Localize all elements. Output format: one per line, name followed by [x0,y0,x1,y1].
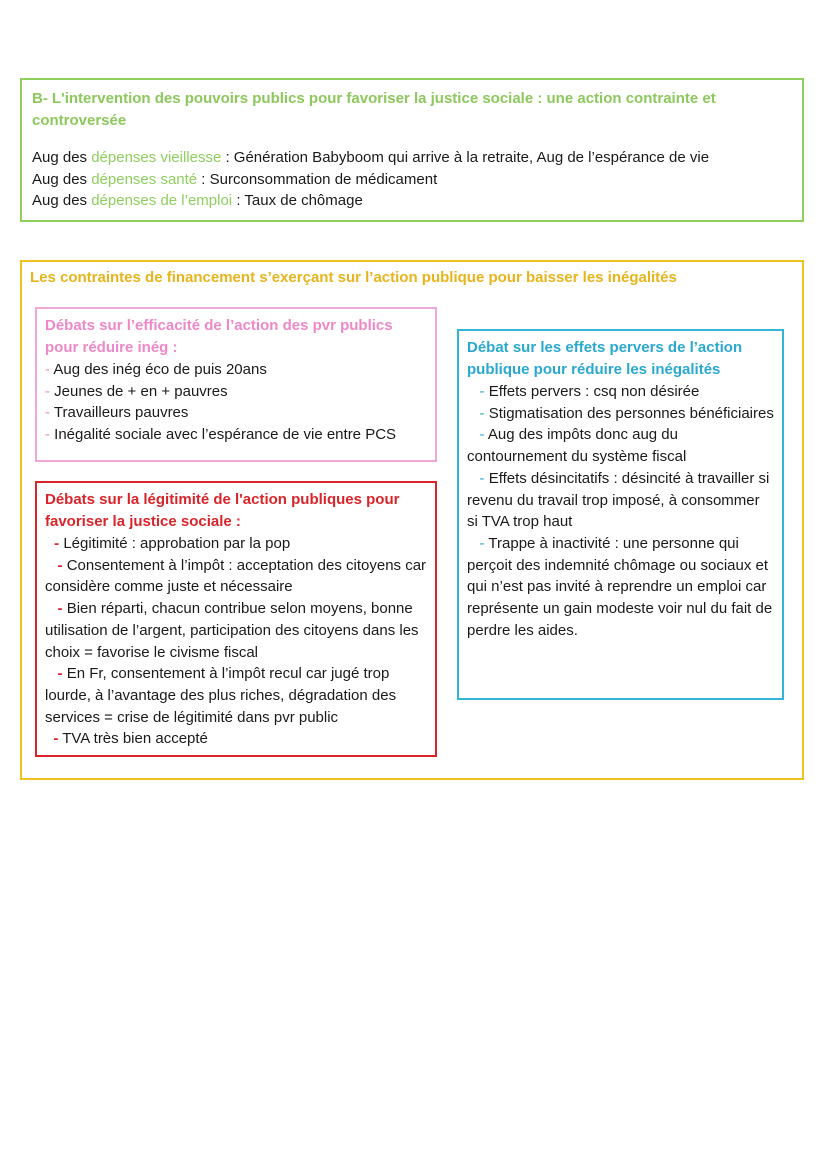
list-item: - Travailleurs pauvres [45,404,189,422]
list-item: - Trappe à inactivité : une personne qui perçoit des indemnité chômage ou sociaux et qui n’est pas invité à reprendre un emploi car représente un gain modeste voir nul du fait de perdre les aides. [467,534,773,639]
list-item: - Effets désincitatifs : désincité à travailler si revenu du travail trop imposé, à consommer si TVA trop haut [467,469,770,531]
efficacite-title: Débats sur l’efficacité de l’action des pvr publics pour réduire inég : [45,317,393,356]
depense-line-emploi: Aug des dépenses de l’emploi : Taux de chômage [32,192,363,210]
list-item: - Consentement à l’impôt : acceptation des citoyens car considère comme juste et nécessaire [45,556,427,596]
depense-highlight: dépenses santé [91,170,198,188]
depense-line-sante: Aug des dépenses santé : Surconsommation de médicament [32,170,438,188]
list-item: - Jeunes de + en + pauvres [45,382,228,400]
efficacite-box [35,307,437,462]
section-b-title: B- L'intervention des pouvoirs publics pour favoriser la justice sociale : une action contrainte et controversée [32,90,716,129]
depense-highlight: dépenses de l’emploi [91,192,233,210]
contraintes-title: Les contraintes de financement s’exerçant sur l’action publique pour baisser les inégalités [30,269,677,286]
effets-pervers-title: Débat sur les effets pervers de l’action publique pour réduire les inégalités [467,339,743,378]
section-b-box [20,78,804,222]
depense-line-vieillesse: Aug des dépenses vieillesse : Génération Babyboom qui arrive à la retraite, Aug de l’espérance de vie [32,149,710,166]
list-item: - Aug des inég éco de puis 20ans [45,361,267,378]
list-item: - Effets pervers : csq non désirée [479,383,700,400]
list-item: - Bien réparti, chacun contribue selon moyens, bonne utilisation de l’argent, participation des citoyens dans les choix = favorise le civisme fiscal [45,600,419,661]
effets-pervers-box [457,329,784,700]
list-item: - Inégalité sociale avec l’espérance de vie entre PCS [45,426,397,444]
legitimite-box [35,481,437,757]
list-item: - Légitimité : approbation par la pop [54,535,291,552]
legitimite-title: Débats sur la légitimité de l'action publiques pour favoriser la justice sociale : [45,491,400,530]
list-item: - Stigmatisation des personnes bénéficiaires [479,404,774,422]
list-item: - Aug des impôts donc aug du contournement du système fiscal [467,426,687,466]
list-item: - TVA très bien accepté [53,730,208,748]
depense-highlight: dépenses vieillesse [91,149,222,166]
list-item: - En Fr, consentement à l’impôt recul car jugé trop lourde, à l’avantage des plus riches, dégradation des services = crise de légitimité dans pvr public [45,665,397,726]
